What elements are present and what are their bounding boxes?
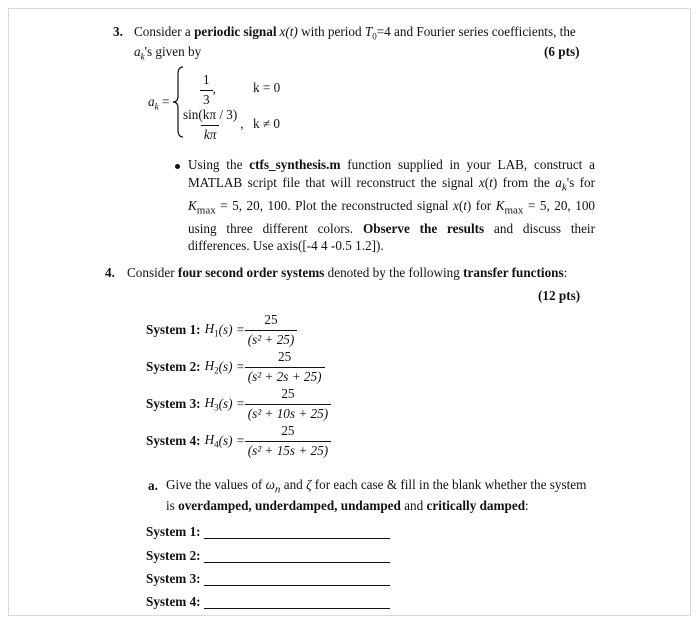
- q3-intro-line1: Consider a periodic signal x(t) with period $T_0=4$ and Fourier series coefficients, the: [134, 24, 576, 42]
- case1-condition: k = 0: [253, 80, 281, 95]
- transfer-function-symbol: $H_4$: [204, 431, 219, 450]
- formula-equals: =: [162, 94, 170, 109]
- case1-fraction: $\frac{1}{3}$ ,: [200, 72, 216, 108]
- system-label: System 3:: [146, 395, 201, 411]
- denominator: (s² + 25): [245, 330, 298, 349]
- answer-blank-line[interactable]: [204, 562, 390, 563]
- numerator: 25: [281, 423, 295, 438]
- numerator: 25: [278, 349, 292, 364]
- q3-intro-line2: $a_k's$ given by: [134, 44, 202, 62]
- formula-lhs: $a_k$: [148, 94, 159, 112]
- system-label: System 1:: [146, 321, 201, 337]
- transfer-function-argument: (s) =: [218, 321, 245, 337]
- numerator: 25: [264, 312, 278, 327]
- answer-blank-line[interactable]: [204, 538, 390, 539]
- part-a-letter: a.: [148, 478, 158, 493]
- q3-bullet-instructions: Using the ctfs_synthesis.m function supplied in your LAB, construct a MATLAB script file that will reconstruct the signal x(t) from the $a_k's$ for $K_{max} = 5$, 20, 100. Plot the reconstructed signal x(t) for $K_{max} = 5$, 20, 100 using three different colors. Observe the results and discuss their differences. Use axis([-4 4 -0.5 1.2]).: [188, 157, 596, 254]
- case2-condition: k ≠ 0: [253, 116, 281, 131]
- bullet-dot: [175, 164, 180, 169]
- blank-label-system-1: System 1:: [146, 524, 201, 539]
- transfer-function-fraction: [245, 312, 298, 348]
- q3-points: (6 pts): [544, 44, 580, 59]
- q4-intro: Consider four second order systems denoted by the following transfer functions:: [127, 265, 568, 280]
- system-label: System 2:: [146, 358, 201, 374]
- numerator: 25: [281, 386, 295, 401]
- transfer-function-argument: (s) =: [218, 358, 245, 374]
- transfer-function-argument: (s) =: [218, 432, 245, 448]
- page-border: [8, 8, 691, 616]
- system-label: System 4:: [146, 432, 201, 448]
- denominator: (s² + 2s + 25): [245, 367, 325, 386]
- system-4-transfer-function: [146, 423, 331, 459]
- blank-label-system-2: System 2:: [146, 548, 201, 563]
- system-2-transfer-function: [146, 349, 325, 385]
- q4-points: (12 pts): [538, 288, 581, 303]
- transfer-function-fraction: [245, 423, 331, 459]
- system-3-transfer-function: [146, 386, 331, 422]
- blank-label-system-3: System 3:: [146, 571, 201, 586]
- system-1-transfer-function: [146, 312, 297, 348]
- transfer-function-fraction: [245, 386, 331, 422]
- transfer-function-symbol: $H_2$: [204, 357, 219, 376]
- transfer-function-symbol: $H_3$: [204, 394, 219, 413]
- transfer-function-fraction: [245, 349, 325, 385]
- blank-label-system-4: System 4:: [146, 594, 201, 609]
- answer-blank-line[interactable]: [204, 608, 390, 609]
- part-a-instructions: Give the values of $\omega_n$ and ζ for each case & fill in the blank whether the system is overdamped, underdamped, undamped and critically damped:: [166, 477, 587, 513]
- transfer-function-symbol: $H_1$: [204, 320, 219, 339]
- q4-number: 4.: [105, 265, 115, 280]
- denominator: (s² + 10s + 25): [245, 404, 331, 423]
- transfer-function-argument: (s) =: [218, 395, 245, 411]
- denominator: (s² + 15s + 25): [245, 441, 331, 460]
- case2-fraction: $\frac{\sin(k\pi / 3)}{k\pi}$ ,: [183, 107, 244, 142]
- answer-blank-line[interactable]: [204, 585, 390, 586]
- q3-number: 3.: [113, 24, 123, 39]
